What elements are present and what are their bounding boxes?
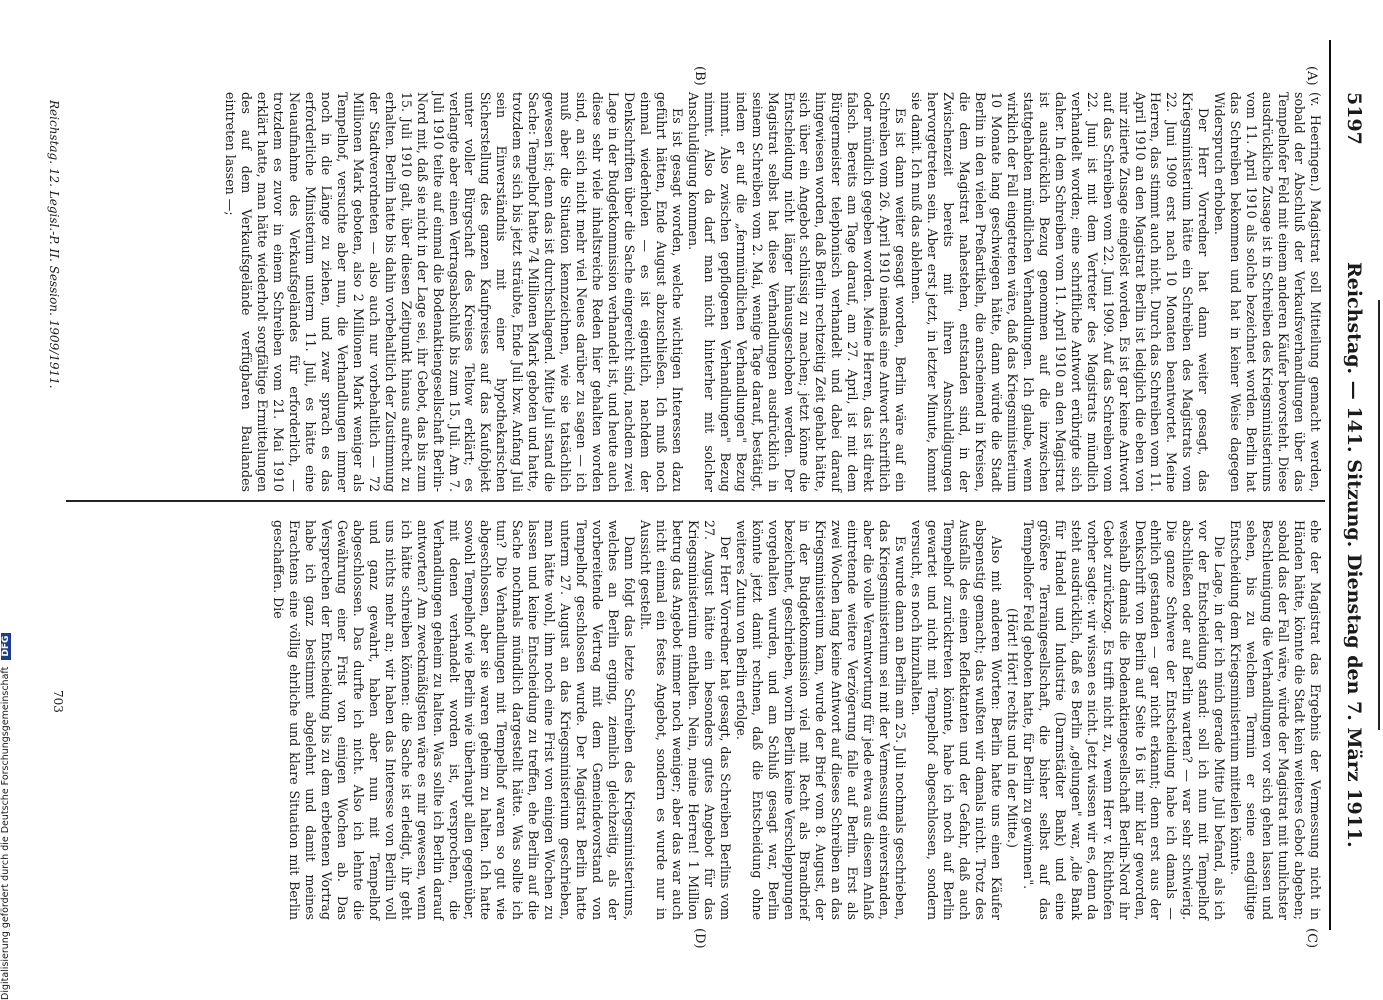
header-rule <box>1329 40 1331 930</box>
margin-marker-c: (C) <box>1304 928 1319 949</box>
paragraph: Die Lage, in der ich mich gerade Mitte Juli befand, als ich vor der Entscheidung stand: soll ich nun mit Tempelhof abschließen oder auf Berlin warten? — war sehr schwierig. Die ganze Schwere der Entscheidung habe ich damals — ehrlich gestanden — gar nicht erkannt; denn erst aus der Denkschrift von Berlin auf Seite 16 ist mir klar geworden, weshalb damals die Bodenaktiengesellschaft Berlin-Nord ihr Gebot zurückzog. Es trifft nicht zu, wenn Herr v. Richthofen vorher sagte: wir wissen es nicht. Jetzt wissen wir es, denn da steht ausdrücklich, daß es Berlin „gelungen" war, „die Bank für Handel und Industrie (Darmstädter Bank) und eine größere Terraingesellschaft, die bisher selbst auf das Tempelhofer Feld geboten hatte, für Berlin zu gewinnen". <box>1020 520 1228 920</box>
page-header <box>1339 92 1365 930</box>
top-rule <box>1378 300 1380 730</box>
paragraph: Also mit anderen Worten: Berlin hatte uns einen Käufer abspenstig gemacht; das wußten wir damals nicht. Trotz des Ausfalls des einen Reflektanten und der Gefahr, daß auch Tempelhof zurücktreten könnte, habe ich noch auf Berlin gewartet und nicht mit Tempelhof abgeschlossen, sondern versucht, es noch hinzuhalten. <box>909 520 1004 920</box>
footer-session: Reichstag. 12. Legisl.-P. II. Session. 1909/1911. <box>47 100 61 389</box>
column-divider <box>66 500 1325 502</box>
right-column <box>270 520 1323 920</box>
credit-strip <box>0 0 14 1000</box>
running-title: Reichstag. — 141. Sitzung. Dienstag den 7. März 1911. <box>1343 262 1365 848</box>
margin-marker-d: (D) <box>692 928 707 949</box>
page-number: 5197 <box>1343 92 1365 145</box>
credit-text: Digitalisierung gefördert durch die Deutsche Forschungsgemeinschaft <box>0 666 11 1000</box>
paragraph: Es wurde dann an Berlin am 25. Juli nochmals geschrieben, das Kriegsministerium sei mit der Vermessung einverstanden, aber die volle Verantwortung für jede etwa aus diesem Anlaß eintretende weitere Verzögerung falle auf Berlin. Erst als zwei Wochen lang keine Antwort auf dieses Schreiben an das Kriegsministerium kam, wurde der Brief vom 8. August, der in der Budgetkommission viel mit Recht als Brandbrief bezeichnet, geschrieben, worin Berlin keine Verschleppungen vorgehalten wurden, und am Schluß gesagt war, Berlin könnte jetzt damit rechnen, daß die Entscheidung ohne weiteres Zutun von Berlin erfolge. <box>733 520 909 920</box>
footer-number: 703 <box>51 690 65 713</box>
paragraph: Es ist dann weiter gesagt worden, Berlin wäre auf ein Schreiben vom 26. April 1910 niemals eine Antwort schriftlich oder mündlich gegeben worden. Meine Herren, das ist direkt falsch. Bereits am Tage darauf, am 27. April, ist mit dem Bürgermeister telephonisch verhandelt und dabei darauf hingewiesen worden, daß Berlin rechtzeitig Zeit gehabt hätte, sich über ein Angebot schlüssig zu machen; jetzt könne die Entscheidung nicht länger hinausgeschoben werden. Der Magistrat selbst hat diese Verhandlungen ausdrücklich in seinem Schreiben vom 2. Mai, wenige Tage darauf, bestätigt, indem er auf die „fernmündlichen Verhandlungen" Bezug nimmt. Also zwischen gepflogenen Verhandlungen" Bezug nimmt. Also da darf man nicht hinterher mit solcher Anschuldigung kommen. <box>685 92 909 492</box>
margin-marker-a: (A) <box>1304 66 1319 86</box>
paragraph: (v. Heeringen.) Magistrat soll Mitteilung gemacht werden, sobald der Abschluß der Verkaufsverhandlungen über das Tempelhofer Feld mit einem anderen Käufer bevorsteht. Diese ausdrückliche Zusage ist in Schreiben des Kriegsministeriums vom 11. April 1910 als solche bezeichnet worden. Berlin hat das Schreiben bekommen und hat in keiner Weise dagegen Widerspruch erhoben. <box>1212 92 1323 492</box>
paragraph-remark: (Hört! Hört! rechts und in der Mitte.) <box>1004 608 1020 848</box>
dfg-logo: DFG <box>1 633 11 660</box>
paragraph: Dann folgt das letzte Schreiben des Kriegsministeriums, welches an Berlin erging, ziemlich gleichzeitig, als der vorbereitende Vertrag mit dem Gemeindevorstand von Tempelhof geschlossen wurde. Der Magistrat Berlin hatte unterm 27. August an das Kriegsministerium geschrieben, man hätte wohl, ihm noch eine Frist von einigen Wochen zu lassen und keine Entscheidung zu treffen, ehe Berlin auf die Sache nochmals mündlich dargestellt hätte. Was sollte ich tun? Die Verhandlungen mit Tempelhof waren so gut wie abgeschlossen, aber sie waren geheim zu halten. Ich hatte sowohl Tempelhof wie Berlin wie überhaupt allen gegenüber, mit denen verhandelt worden ist, versprochen, die Verhandlungen geheim zu halten. Was sollte ich Berlin darauf antworten? Am zweckmäßigsten wäre es mir gewesen, wenn ich hätte schreiben können: die Sache ist erledigt, ihr geht uns nichts mehr an; wir haben das Interesse von Berlin voll und ganz gewahrt, haben aber nun mit Tempelhof abgeschlossen. Das durfte ich nicht. Also ich lehnte die Gewährung einer Frist von einigen Wochen ab. Das Versprechen der Entscheidung bis zu dem erbetenen Vortrag habe ich ganz bestimmt abgelehnt und damit meines Erachtens eine völlig ehrliche und klare Situation mit Berlin geschaffen. Die <box>271 520 638 920</box>
paragraph: Der Herr Vorredner hat gesagt, das Schreiben Berlins vom 27. August hätte ein besonders gutes Angebot für das Kriegsministerium enthalten. Nein, meine Herren! 1 Million betrug das Angebot immer noch weniger; aber das war auch nicht einmal ein festes Angebot, sondern es wurde nur in Aussicht gestellt. <box>637 520 733 920</box>
paragraph: Der Herr Vorredner hat dann weiter gesagt, das Kriegsministerium hätte ein Schreiben des Magistrats vom 22. Juni 1909 erst nach 10 Monaten beantwortet. Meine Herren, das stimmt auch nicht. Durch das Schreiben vom 11. April 1910 an den Magistrat Berlin ist lediglich die eben von mir zitierte Zusage eingelöst worden. Es ist gar keine Antwort auf das Schreiben vom 22. Juni 1909. Auf das Schreiben vom 22. Juni ist mit dem Vertreter des Magistrats mündlich verhandelt worden; eine schriftliche Antwort erübrigte sich daher. In dem Schreiben vom 11. April 1910 an den Magistrat ist ausdrücklich Bezug genommen auf die inzwischen stattgehabten mündlichen Verhandlungen. Ich glaube, wenn wirklich der Fall eingetreten wäre, daß das Kriegsministerium 10 Monate lang geschwiegen hätte, dann würde die Stadt Berlin in den vielen Preßartikeln, die anscheinend in Kreisen, die dem Magistrat nahestehen, entstanden sind, in der Zwischenzeit bereits mit ihren Anschuldigungen hervorgetreten sein. Aber erst jetzt, in letzter Minute, kommt sie damit. Ich muß das ablehnen. <box>909 92 1212 492</box>
left-column <box>222 92 1323 492</box>
paragraph: ehe der Magistrat das Ergebnis der Vermessung nicht in Händen hätte, könnte die Stadt kein weiteres Gebot abgeben; sobald das der Fall wäre, würde der Magistrat mit tunlichster Beschleunigung die Verhandlungen vor sich gehen lassen und sehen, bis zu welchem Termin er seine endgültige Entscheidung dem Kriegsministerium mitteilen könnte. <box>1228 520 1323 920</box>
paragraph: Es ist gesagt worden, welche wichtigen Interessen dazu geführt hätten, Ende August abzuschließen. Ich muß noch einmal wiederholen — es ist eigentlich, nachdem der Denkschriften über die Sache eingereicht sind, nachdem zwei Lage in der Budgetkommission verhandelt ist, und heute auch diese sehr viele inhaltsreiche Reden hier gehalten worden sind, an sich nicht mehr viel Neues darüber zu sagen — ich muß aber die Situation kennzeichnen, wie sie tatsächlich gewesen ist; denn das ist durchschlagend. Mitte Juli stand die Sache: Tempelhof hatte 74 Millionen Mark geboten und hatte, trotzdem es sich bis jetzt sträubte, Ende Juli bzw. Anfang Juli sein Einverständnis mit einer hypothekarischen Sicherstellung des ganzen Kaufpreises auf das Kaufobjekt unter voller Bürgschaft des Kreises Teltow erklärt; es verlangte aber einen Vertragsabschluß bis zum 15. Juli. Am 7. Juli 1910 teilte auf einmal die Bodenaktiengesellschaft Berlin-Nord mit, daß sie nicht in der Lage sei, ihr Gebot, das bis zum 15. Juli 1910 galt, über diesen Zeitpunkt hinaus aufrecht zu erhalten. Berlin hatte bis dahin vorbehaltlich der Zustimmung der Stadtverordneten — also auch nur vorbehaltlich — 72 Millionen Mark geboten, also 2 Millionen Mark weniger als Tempelhof, versuchte aber nun, die Verhandlungen immer noch in die Länge zu ziehen, und zwar sprach es das erforderliche Ministerium unterm 11. Juli, es hätte eine Neuaufnahme des Verkaufsgeländes für erforderlich, — trotzdem es zuvor in einem Schreiben vom 21. Mai 1910 erklärt hatte, man hätte wiederholt sorgfältige Ermittelungen des auf dem Verkaufsgelände verfügbaren Baulandes eintreten lassen —; <box>223 92 685 492</box>
margin-marker-b: (B) <box>692 66 707 86</box>
